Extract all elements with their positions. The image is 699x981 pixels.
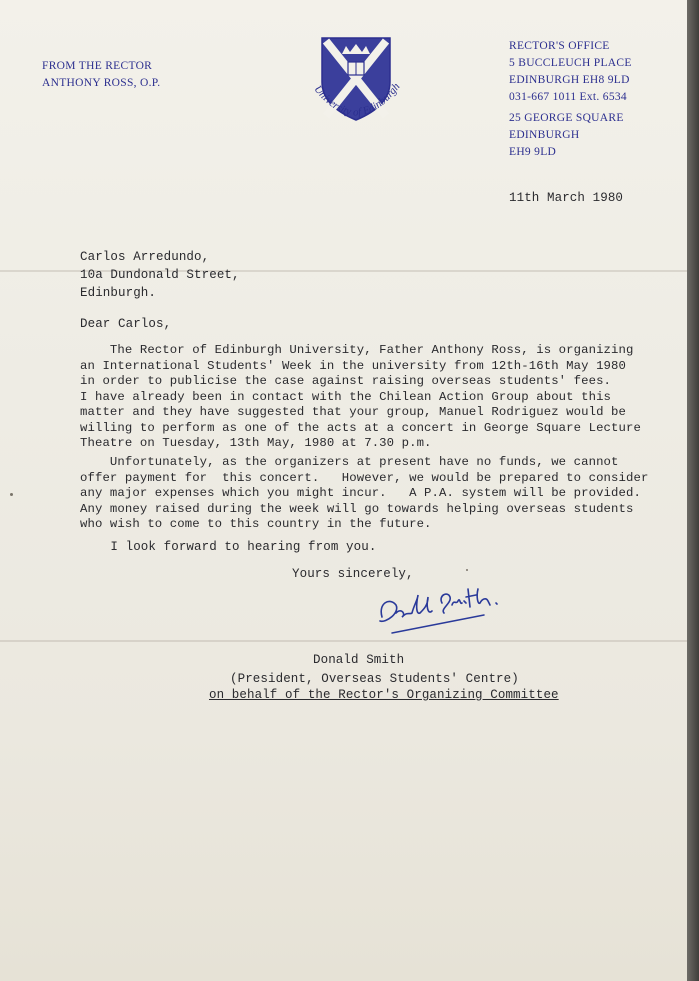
office-phone: 031-667 1011 Ext. 6534 xyxy=(509,91,627,103)
rector-name: ANTHONY ROSS, O.P. xyxy=(42,77,161,89)
handwritten-signature xyxy=(372,575,512,635)
paper-blemish xyxy=(10,493,13,496)
signatory-title: (President, Overseas Students' Centre) xyxy=(230,672,519,686)
letter-date: 11th March 1980 xyxy=(509,191,624,205)
office-line: RECTOR'S OFFICE xyxy=(509,40,610,52)
address-line: 25 GEORGE SQUARE xyxy=(509,112,624,124)
address-line: EDINBURGH xyxy=(509,129,580,141)
address-line: EH9 9LD xyxy=(509,146,557,158)
recipient-line: 10a Dundonald Street, xyxy=(80,268,240,282)
body-line: in order to publicise the case against raising overseas students' fees. xyxy=(80,374,612,388)
university-crest-logo xyxy=(300,32,412,134)
body-line: offer payment for this concert. However, we would be prepared to consider xyxy=(80,470,649,485)
recipient-line: Carlos Arredundo, xyxy=(80,250,210,264)
body-line: matter and they have suggested that your group, Manuel Rodriguez would be xyxy=(80,405,626,419)
office-line: 5 BUCCLEUCH PLACE xyxy=(509,57,632,69)
signatory-name: Donald Smith xyxy=(313,653,405,667)
body-line: I have already been in contact with the Chilean Action Group about this xyxy=(80,389,612,404)
paragraph-3: I look forward to hearing from you. xyxy=(80,540,377,554)
body-line: who wish to come to this country in the future. xyxy=(80,517,432,531)
from-rector-block xyxy=(42,58,160,92)
closing: Yours sincerely, xyxy=(292,567,414,581)
body-line: Unfortunately, as the organizers at present have no funds, we cannot xyxy=(80,455,619,469)
signatory-behalf: on behalf of the Rector's Organizing Committee xyxy=(209,688,559,702)
office-line: EDINBURGH EH8 9LD xyxy=(509,74,630,86)
salutation: Dear Carlos, xyxy=(80,317,172,331)
paragraph-1 xyxy=(80,343,641,452)
body-line: Any money raised during the week will go towards helping overseas students xyxy=(80,501,634,516)
body-line: willing to perform as one of the acts at a concert in George Square Lecture xyxy=(80,420,641,435)
rectors-office-address xyxy=(509,38,632,106)
body-line: an International Students' Week in the university from 12th-16th May 1980 xyxy=(80,358,626,373)
scan-edge-shadow xyxy=(687,0,699,981)
george-square-address xyxy=(509,110,624,161)
body-line: Theatre on Tuesday, 13th May, 1980 at 7.30 p.m. xyxy=(80,436,432,450)
svg-text:University of Edinburgh: University of Edinburgh xyxy=(311,80,403,119)
recipient-address xyxy=(80,248,240,302)
body-line: any major expenses which you might incur. A P.A. system will be provided. xyxy=(80,486,641,500)
from-line: FROM THE RECTOR xyxy=(42,60,153,72)
paper-blemish xyxy=(466,569,468,571)
fold-crease xyxy=(0,640,687,642)
body-line: The Rector of Edinburgh University, Father Anthony Ross, is organizing xyxy=(80,343,634,357)
paragraph-2 xyxy=(80,455,648,533)
recipient-line: Edinburgh. xyxy=(80,286,157,300)
